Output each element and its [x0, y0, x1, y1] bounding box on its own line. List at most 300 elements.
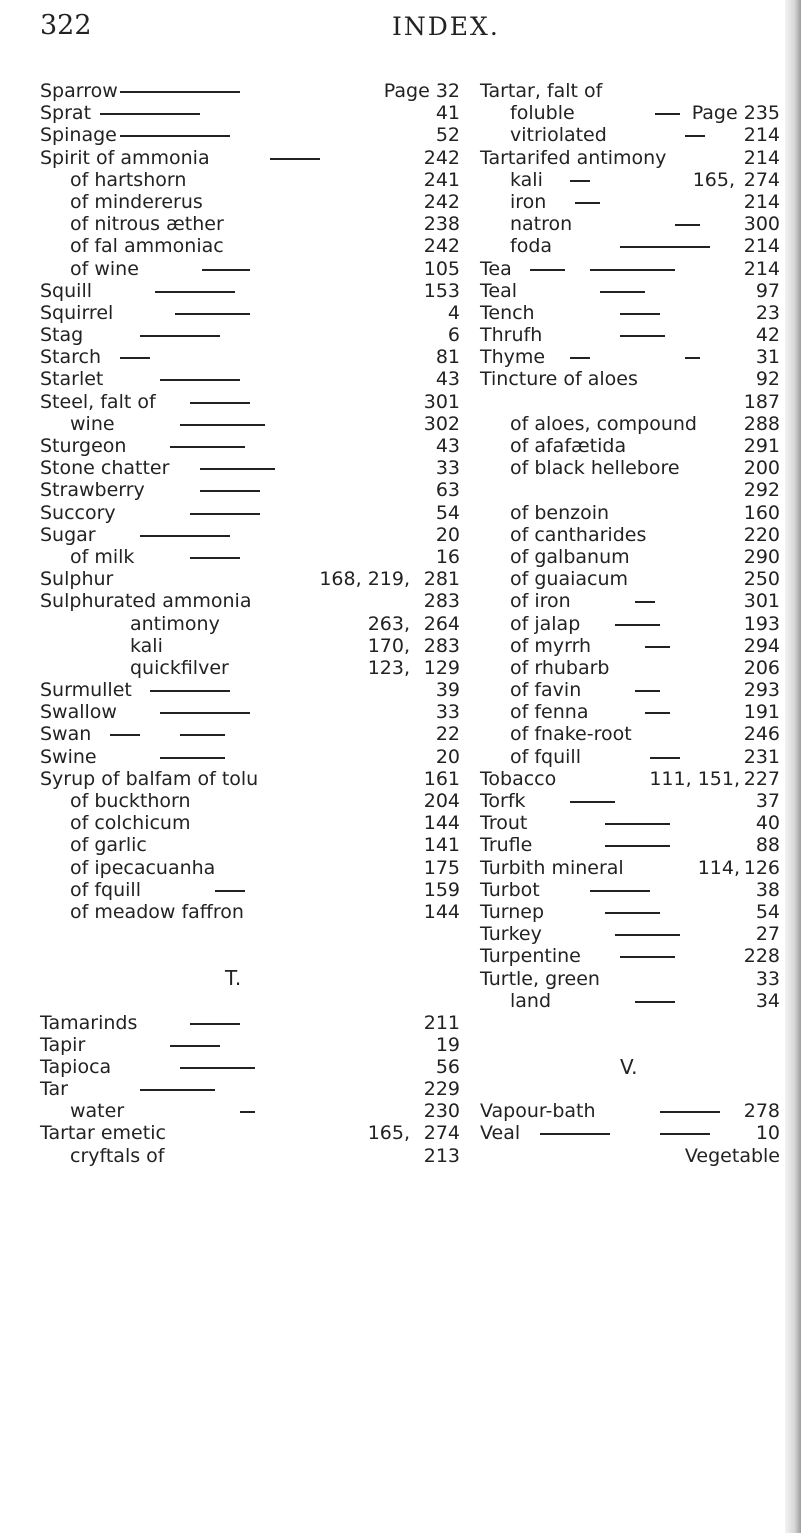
entry-term: of ipecacuanha: [70, 856, 216, 879]
entry-term: land: [510, 989, 552, 1012]
leader-rule: [155, 291, 235, 293]
index-entry: [480, 679, 780, 701]
page-ref: 231: [743, 745, 780, 768]
leader-rule: [575, 202, 600, 204]
entry-term: of hartshorn: [70, 168, 187, 191]
page-ref: 288: [743, 412, 780, 435]
extra-page-refs: 170,: [367, 634, 410, 657]
entry-term: of myrrh: [510, 634, 592, 657]
leader-rule: [605, 823, 670, 825]
page-ref: 40: [755, 812, 780, 835]
page-ref: 187: [743, 390, 780, 413]
entry-term: of fnake-root: [510, 723, 632, 746]
index-entry: [480, 923, 780, 945]
page-ref: 242: [423, 146, 460, 169]
index-entry: [480, 879, 780, 901]
entry-term: Sulphur: [40, 568, 114, 591]
entry-term: Surmullet: [40, 679, 132, 702]
running-head: INDEX.: [392, 12, 500, 41]
entry-term: of wine: [70, 257, 139, 280]
leader-rule: [180, 424, 265, 426]
index-entry: [40, 368, 460, 390]
leader-rule: [620, 956, 675, 958]
extra-page-refs: 114,: [697, 856, 740, 879]
leader-rule: [180, 1067, 255, 1069]
index-entry: [480, 169, 780, 191]
index-entry: [40, 235, 460, 257]
index-entry: [480, 258, 780, 280]
entry-term: Steel, falt of: [40, 390, 156, 413]
page-ref: 6: [447, 324, 460, 347]
entry-term: Stag: [40, 324, 84, 347]
page-ref: 34: [755, 989, 780, 1012]
entry-term: Turbot: [480, 878, 540, 901]
page-ref: 54: [435, 501, 460, 524]
page-ref: 160: [743, 501, 780, 524]
entry-term: of benzoin: [510, 501, 610, 524]
page-ref: 274: [423, 1122, 460, 1145]
entry-term: of garlic: [70, 834, 147, 857]
page-ref: 204: [423, 790, 460, 812]
leader-rule: [215, 890, 245, 892]
entry-term: Thrufh: [480, 324, 543, 347]
entry-term: of buckthorn: [70, 790, 191, 812]
section-heading-v: V.: [620, 1054, 638, 1079]
page-ref: 283: [423, 634, 460, 657]
page-ref: 161: [423, 767, 460, 790]
entry-term: of colchicum: [70, 812, 191, 835]
leader-rule: [180, 734, 225, 736]
index-entry: [40, 834, 460, 856]
entry-term: of fquill: [510, 745, 581, 768]
entry-term: of fenna: [510, 701, 589, 724]
index-entry: [480, 102, 780, 124]
index-entry: [480, 479, 780, 501]
page-ref: 293: [743, 679, 780, 702]
leader-rule: [650, 757, 680, 759]
index-entry: [40, 102, 460, 124]
page-ref: 300: [743, 213, 780, 236]
entry-term: Trout: [480, 812, 528, 835]
index-entry: [40, 879, 460, 901]
index-entry: [480, 1100, 780, 1122]
index-entry: [480, 346, 780, 368]
leader-rule: [202, 269, 250, 271]
index-entry: [40, 80, 460, 102]
leader-rule: [590, 269, 675, 271]
page-ref: 144: [423, 812, 460, 835]
index-entry: [40, 502, 460, 524]
page-ref: 264: [423, 612, 460, 635]
entry-term: antimony: [130, 612, 220, 635]
index-entry: [480, 124, 780, 146]
page-ref: 214: [743, 235, 780, 258]
index-entry: [480, 945, 780, 967]
page-ref: 274: [743, 168, 780, 191]
entry-term: of guaiacum: [510, 568, 629, 591]
page-ref: 33: [435, 457, 460, 480]
entry-term: iron: [510, 190, 547, 213]
entry-term: Trufle: [480, 834, 533, 857]
section-v-row: [480, 1056, 780, 1078]
leader-rule: [150, 690, 230, 692]
index-entry: [40, 169, 460, 191]
page-edge-shadow: [785, 0, 801, 1533]
index-entry: [40, 768, 460, 790]
leader-rule: [175, 313, 250, 315]
entry-term: Spinage: [40, 124, 117, 147]
page-ref: 37: [755, 790, 780, 812]
leader-rule: [570, 801, 615, 803]
index-entry: [40, 1100, 460, 1122]
index-entry: [40, 280, 460, 302]
page-ref: 19: [435, 1033, 460, 1056]
page-ref: 213: [423, 1144, 460, 1167]
index-entry: [40, 679, 460, 701]
entry-term: of afafætida: [510, 435, 627, 457]
page-ref: 200: [743, 457, 780, 480]
leader-rule: [675, 224, 700, 226]
index-entry: [480, 524, 780, 546]
page-ref: 105: [423, 257, 460, 280]
index-entry: [40, 901, 460, 923]
spacer: [40, 989, 460, 1011]
page-ref: 230: [423, 1100, 460, 1123]
leader-rule: [685, 357, 700, 359]
entry-term: Tea: [480, 257, 512, 280]
left-entries: [40, 80, 460, 923]
page-ref: 27: [755, 923, 780, 946]
index-entry: [40, 302, 460, 324]
page-ref: 175: [423, 856, 460, 879]
page-ref: 241: [423, 168, 460, 191]
page-ref: 20: [435, 745, 460, 768]
entry-term: Swan: [40, 723, 92, 746]
entry-term: quickfilver: [130, 656, 229, 679]
index-entry: [40, 524, 460, 546]
entry-term: vitriolated: [510, 124, 607, 147]
index-entry: [40, 147, 460, 169]
entry-term: Tartar, falt of: [480, 80, 603, 102]
entry-term: of black hellebore: [510, 457, 680, 480]
entry-term: of milk: [70, 545, 135, 568]
index-entry: [40, 1034, 460, 1056]
leader-rule: [540, 1133, 610, 1135]
leader-rule: [620, 246, 710, 248]
extra-page-refs: 123,: [367, 656, 410, 679]
index-entry: [480, 768, 780, 790]
catchword: Vegetable: [684, 1144, 780, 1167]
index-entry: [480, 80, 780, 102]
entry-term: Tapioca: [40, 1055, 112, 1078]
index-entry: [480, 1122, 780, 1144]
index-entry: [40, 1078, 460, 1100]
index-entry: [40, 812, 460, 834]
leader-rule: [100, 113, 200, 115]
entry-term: Turkey: [480, 923, 542, 946]
entry-term: Sugar: [40, 523, 96, 546]
page-ref: 144: [423, 900, 460, 923]
page-ref: 20: [435, 523, 460, 546]
page-ref: 220: [743, 523, 780, 546]
page-ref: 228: [743, 945, 780, 968]
index-entry: [480, 613, 780, 635]
index-entry: [480, 435, 780, 457]
entry-term: Stone chatter: [40, 457, 170, 480]
spacer: [40, 923, 460, 967]
leader-rule: [170, 1045, 220, 1047]
entry-term: Turnep: [480, 900, 545, 923]
index-entry: [480, 391, 780, 413]
entry-term: of fquill: [70, 878, 141, 901]
index-entry: [480, 701, 780, 723]
leader-rule: [645, 646, 670, 648]
entry-term: Turtle, green: [480, 967, 600, 990]
left-t-entries: [40, 1012, 460, 1167]
entry-term: of nitrous æther: [70, 213, 224, 236]
index-entry: [480, 857, 780, 879]
leader-rule: [605, 912, 660, 914]
entry-term: Spirit of ammonia: [40, 146, 210, 169]
index-entry: [40, 1056, 460, 1078]
index-entry: [40, 657, 460, 679]
page-ref: 126: [743, 856, 780, 879]
entry-term: of rhubarb: [510, 656, 610, 679]
page-ref: 159: [423, 878, 460, 901]
leader-rule: [110, 734, 140, 736]
leader-rule: [660, 1133, 710, 1135]
leader-rule: [570, 357, 590, 359]
entry-term: of aloes, compound: [510, 412, 697, 435]
entry-term: Tincture of aloes: [480, 368, 638, 391]
entry-term: Succory: [40, 501, 116, 524]
leader-rule: [200, 490, 260, 492]
leader-rule: [655, 113, 680, 115]
entry-term: Tapir: [40, 1033, 86, 1056]
entry-term: water: [70, 1100, 125, 1123]
leader-rule: [140, 1089, 215, 1091]
left-column: [40, 80, 460, 1167]
index-entry: [40, 324, 460, 346]
index-entry: [40, 346, 460, 368]
index-entry: [480, 568, 780, 590]
entry-term: Squill: [40, 279, 92, 302]
leader-rule: [160, 757, 225, 759]
entry-term: Vapour-bath: [480, 1100, 596, 1123]
entry-term: Tamarinds: [40, 1011, 138, 1034]
right-column: [480, 80, 780, 1167]
leader-rule: [160, 379, 240, 381]
page-ref: 302: [423, 412, 460, 435]
entry-term: of favin: [510, 679, 582, 702]
page-ref: 278: [743, 1100, 780, 1123]
extra-page-refs: 111, 151,: [649, 767, 740, 790]
entry-term: Teal: [480, 279, 517, 302]
page-ref: 290: [743, 545, 780, 568]
page-ref: 214: [743, 146, 780, 169]
entry-term: Sulphurated ammonia: [40, 590, 252, 613]
page-ref: 291: [743, 435, 780, 457]
index-entry: [40, 479, 460, 501]
index-entry: [40, 746, 460, 768]
page-ref: 33: [435, 701, 460, 724]
catchword-row: [480, 1145, 780, 1167]
entry-term: Sprat: [40, 102, 92, 125]
leader-rule: [190, 513, 260, 515]
page-ref: 214: [743, 257, 780, 280]
page-ref: 81: [435, 346, 460, 369]
entry-term: Torfk: [480, 790, 526, 812]
index-entry: [480, 213, 780, 235]
entry-term: Starlet: [40, 368, 104, 391]
index-entry: [480, 235, 780, 257]
entry-term: Swine: [40, 745, 97, 768]
page-ref: 10: [755, 1122, 780, 1145]
leader-rule: [190, 557, 240, 559]
index-entry: [480, 901, 780, 923]
entry-term: Turbith mineral: [480, 856, 624, 879]
leader-rule: [645, 712, 670, 714]
entry-term: Starch: [40, 346, 102, 369]
page-ref: Page 235: [691, 102, 780, 125]
page-ref: 16: [435, 545, 460, 568]
page-ref: 41: [435, 102, 460, 125]
page-ref: 56: [435, 1055, 460, 1078]
leader-rule: [190, 1023, 240, 1025]
entry-term: Syrup of balfam of tolu: [40, 767, 259, 790]
index-entry: [480, 413, 780, 435]
page-ref: 22: [435, 723, 460, 746]
page-ref: 211: [423, 1011, 460, 1034]
page-ref: 292: [743, 479, 780, 502]
page-ref: 294: [743, 634, 780, 657]
spacer: [480, 1078, 780, 1100]
index-entry: [40, 790, 460, 812]
leader-rule: [190, 402, 250, 404]
index-entry: [480, 968, 780, 990]
entry-term: of jalap: [510, 612, 581, 635]
index-entry: [480, 746, 780, 768]
index-entry: [40, 435, 460, 457]
index-entry: [40, 258, 460, 280]
entry-term: Veal: [480, 1122, 521, 1145]
index-entry: [480, 657, 780, 679]
page-ref: 281: [423, 568, 460, 591]
page-ref: 43: [435, 435, 460, 457]
page-ref: 191: [743, 701, 780, 724]
page-ref: 141: [423, 834, 460, 857]
index-entry: [40, 568, 460, 590]
leader-rule: [615, 624, 660, 626]
page-number: 322: [40, 10, 92, 41]
entry-term: of iron: [510, 590, 571, 613]
entry-term: cryftals of: [70, 1144, 165, 1167]
leader-rule: [660, 1111, 720, 1113]
leader-rule: [685, 135, 705, 137]
index-entry: [40, 723, 460, 745]
leader-rule: [635, 601, 655, 603]
page-ref: 42: [755, 324, 780, 347]
page-ref: 23: [755, 301, 780, 324]
entry-term: Strawberry: [40, 479, 145, 502]
page-ref: 88: [755, 834, 780, 857]
entry-term: Swallow: [40, 701, 117, 724]
page-ref: 31: [755, 346, 780, 369]
entry-term: foluble: [510, 102, 575, 125]
page-ref: 153: [423, 279, 460, 302]
page-ref: 229: [423, 1078, 460, 1101]
index-entry: [480, 790, 780, 812]
index-entry: [40, 613, 460, 635]
entry-term: foda: [510, 235, 553, 258]
leader-rule: [570, 180, 590, 182]
index-entry: [480, 834, 780, 856]
index-entry: [480, 590, 780, 612]
index-entry: [480, 280, 780, 302]
index-entry: [480, 368, 780, 390]
entry-term: wine: [70, 412, 115, 435]
index-entry: [40, 457, 460, 479]
page-ref: 301: [743, 590, 780, 613]
leader-rule: [605, 845, 670, 847]
extra-page-refs: 165,: [692, 168, 735, 191]
index-entry: [480, 302, 780, 324]
page-ref: 92: [755, 368, 780, 391]
page-ref: 43: [435, 368, 460, 391]
index-entry: [480, 324, 780, 346]
leader-rule: [170, 446, 245, 448]
index-entry: [40, 1145, 460, 1167]
page-ref: 63: [435, 479, 460, 502]
leader-rule: [120, 135, 230, 137]
index-entry: [40, 124, 460, 146]
leader-rule: [600, 291, 645, 293]
entry-term: of galbanum: [510, 545, 630, 568]
leader-rule: [240, 1111, 255, 1113]
page-ref: 206: [743, 656, 780, 679]
leader-rule: [120, 357, 150, 359]
entry-term: kali: [510, 168, 543, 191]
entry-term: of meadow faffron: [70, 900, 244, 923]
page-ref: 242: [423, 235, 460, 258]
entry-term: Tartar emetic: [40, 1122, 166, 1145]
page-ref: 129: [423, 656, 460, 679]
leader-rule: [635, 1001, 675, 1003]
index-entry: [480, 457, 780, 479]
leader-rule: [200, 468, 275, 470]
entry-term: Sturgeon: [40, 435, 127, 457]
section-heading-t: T.: [225, 966, 242, 991]
page-ref: 33: [755, 967, 780, 990]
page-ref: 214: [743, 190, 780, 213]
index-entry: [40, 546, 460, 568]
leader-rule: [635, 690, 660, 692]
entry-term: of mindererus: [70, 190, 203, 213]
page-ref: 52: [435, 124, 460, 147]
entry-term: Squirrel: [40, 301, 114, 324]
page-ref: 97: [755, 279, 780, 302]
page-ref: 301: [423, 390, 460, 413]
index-entry: [40, 857, 460, 879]
leader-rule: [615, 934, 680, 936]
page-ref: 4: [447, 301, 460, 324]
index-entry: [480, 191, 780, 213]
extra-page-refs: 263,: [367, 612, 410, 635]
extra-page-refs: 165,: [367, 1122, 410, 1145]
entry-term: Thyme: [480, 346, 546, 369]
entry-term: Tobacco: [480, 767, 557, 790]
index-entry: [480, 502, 780, 524]
